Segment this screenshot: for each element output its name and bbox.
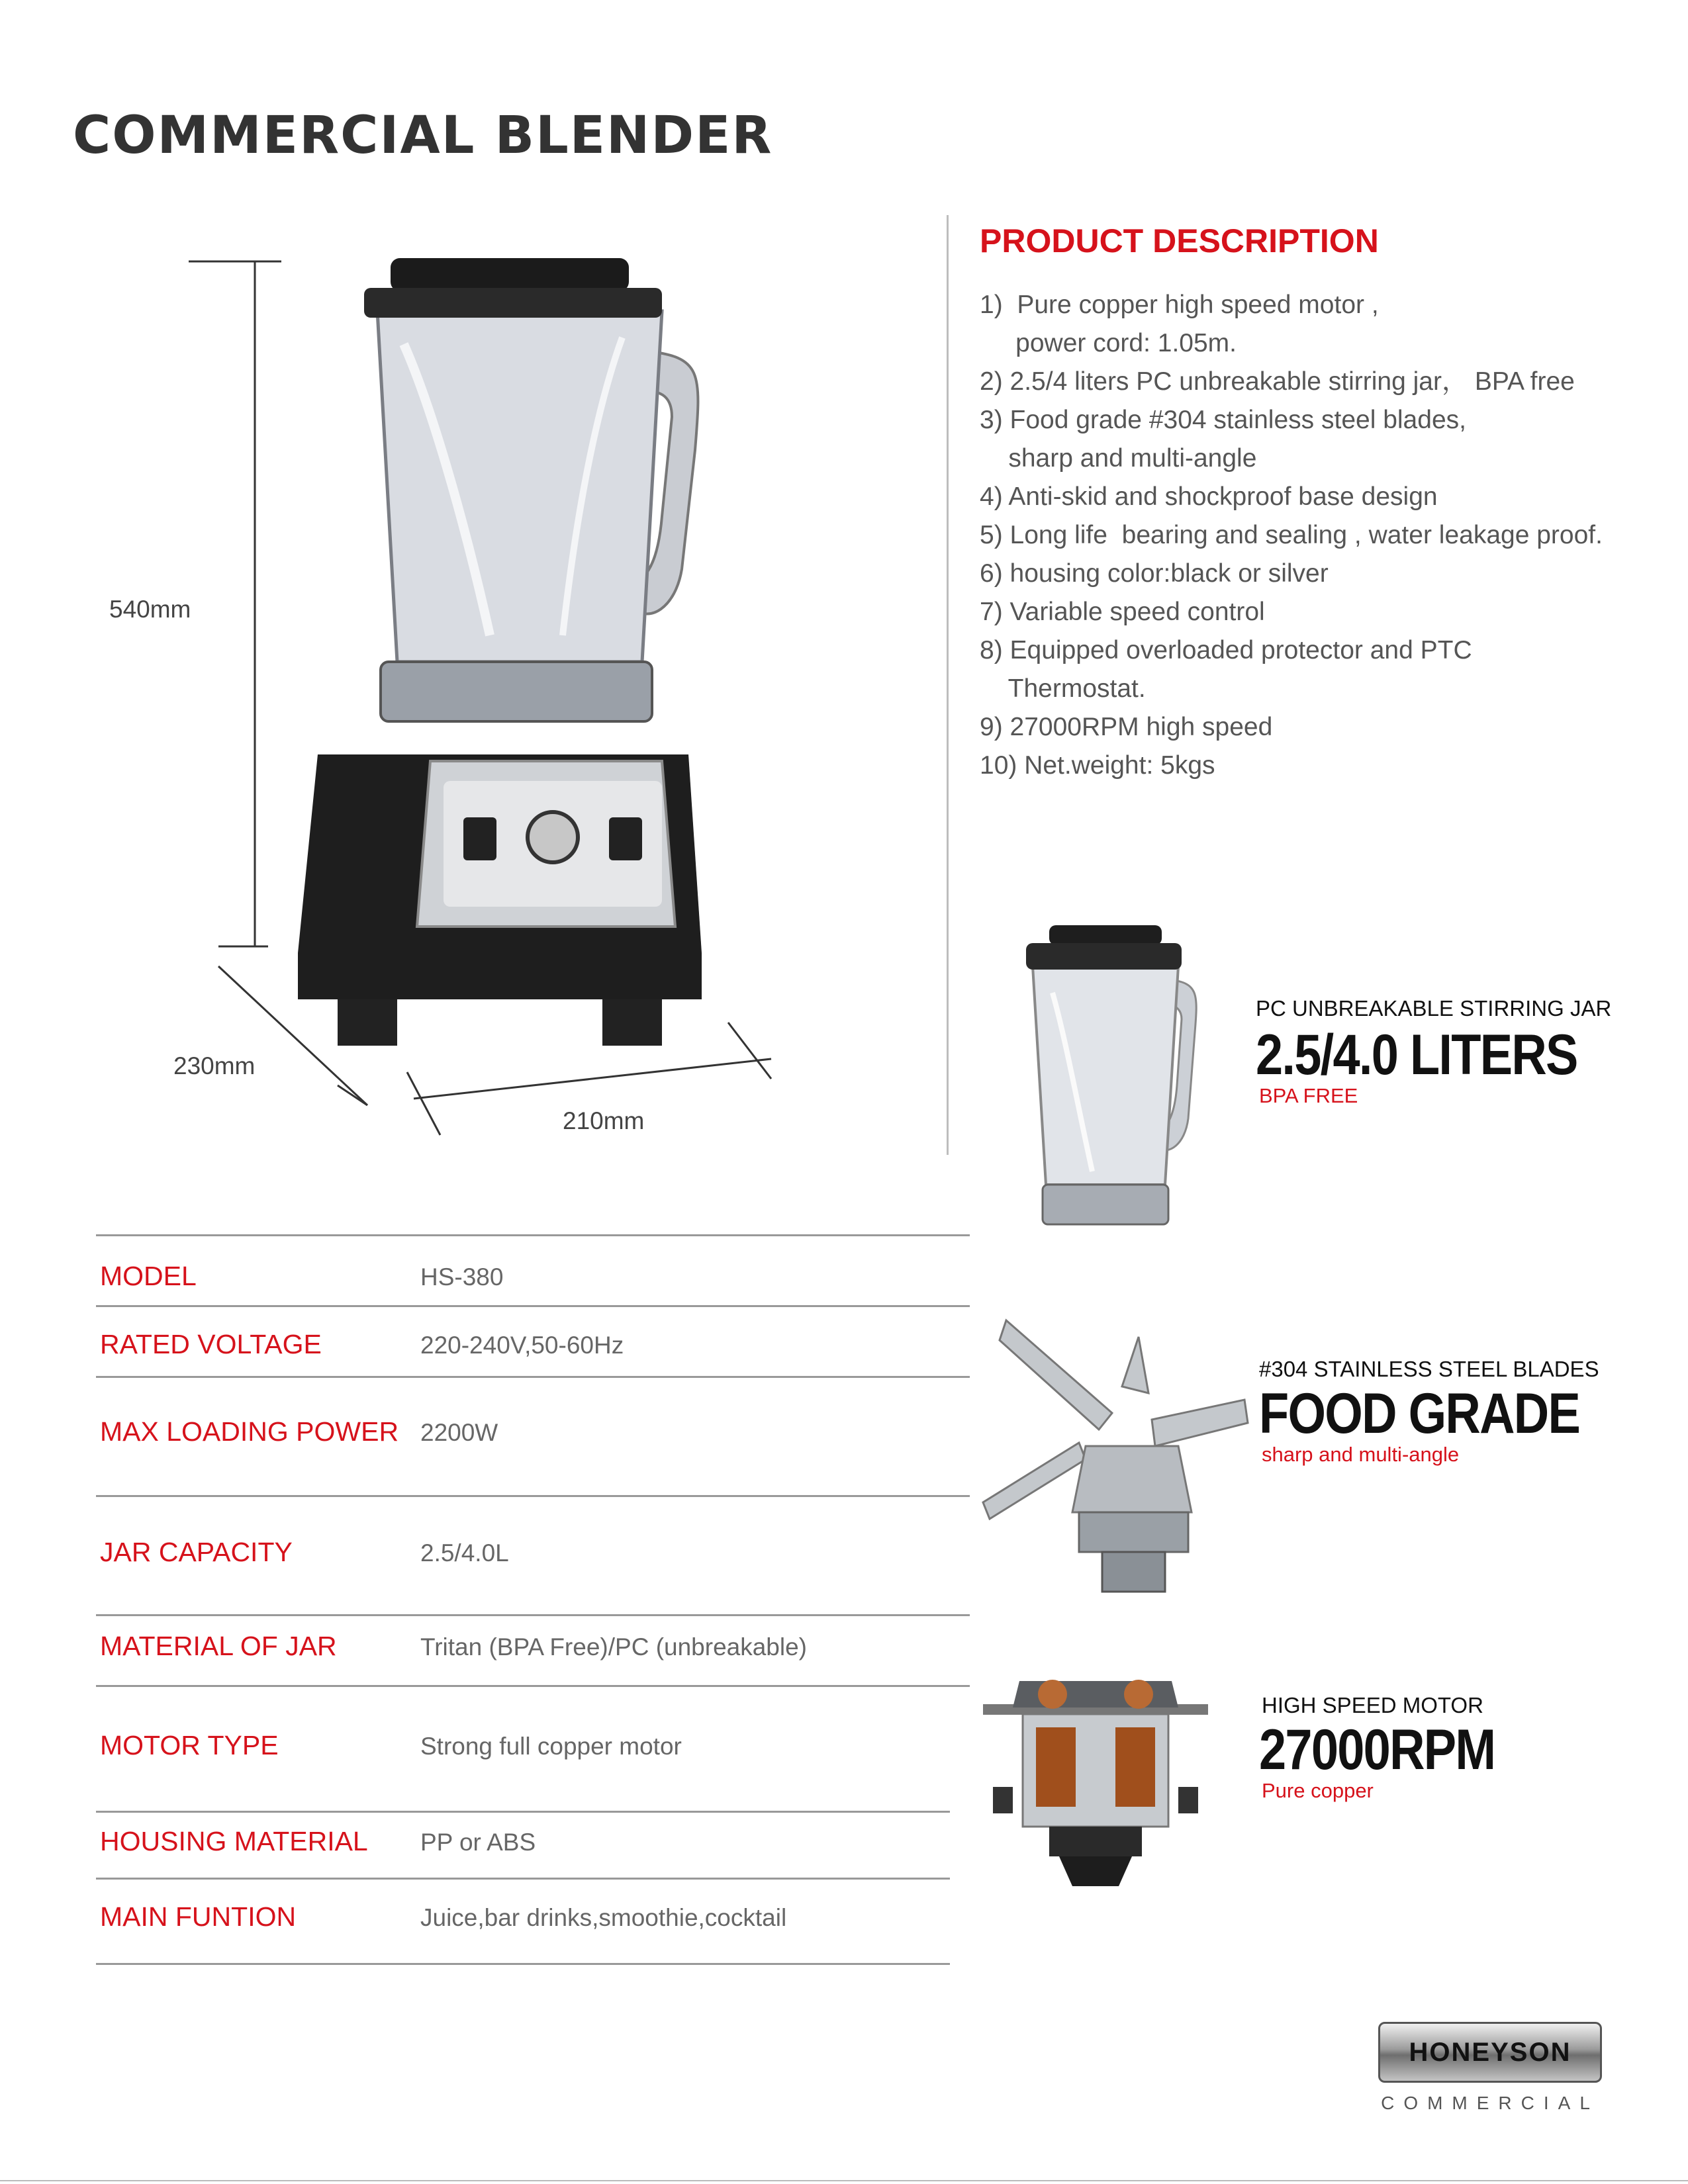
feature-jar-caption: PC UNBREAKABLE STIRRING JAR xyxy=(1256,996,1612,1021)
list-item: 10) Net.weight: 5kgs xyxy=(980,751,1215,780)
feature-blade-headline: FOOD GRADE xyxy=(1259,1382,1580,1445)
spec-label: MAIN FUNTION xyxy=(100,1901,297,1932)
list-item: Thermostat. xyxy=(980,674,1146,703)
feature-blade-subtitle: sharp and multi-angle xyxy=(1262,1443,1460,1466)
list-item: 7) Variable speed control xyxy=(980,598,1265,626)
list-item: 1) Pure copper high speed motor , xyxy=(980,291,1379,319)
spec-label: MAX LOADING POWER xyxy=(100,1416,399,1447)
spec-label: JAR CAPACITY xyxy=(100,1537,293,1567)
spec-value: 2200W xyxy=(420,1419,498,1446)
table-row xyxy=(96,1878,950,1965)
page-title: COMMERCIAL BLENDER xyxy=(73,106,773,165)
feature-motor-caption: HIGH SPEED MOTOR xyxy=(1262,1693,1483,1717)
brand-name: HONEYSON xyxy=(1409,2037,1571,2067)
list-item: 4) Anti-skid and shockproof base design xyxy=(980,482,1438,511)
spec-label: MATERIAL OF JAR xyxy=(100,1631,337,1661)
spec-value: Tritan (BPA Free)/PC (unbreakable) xyxy=(420,1633,807,1661)
table-row xyxy=(96,1811,950,1880)
brand-subtitle: COMMERCIAL xyxy=(1381,2093,1599,2113)
spec-value: 220-240V,50-60Hz xyxy=(420,1332,624,1359)
feature-jar-headline: 2.5/4.0 LITERS xyxy=(1256,1023,1577,1087)
spec-label: MODEL xyxy=(100,1261,197,1291)
spec-value: HS-380 xyxy=(420,1263,504,1291)
feature-motor-headline: 27000RPM xyxy=(1259,1718,1495,1782)
table-row xyxy=(96,1495,970,1616)
list-item: 5) Long life bearing and sealing , water leakage proof. xyxy=(980,521,1603,549)
description-list xyxy=(980,286,1655,785)
vertical-divider xyxy=(947,215,949,1155)
spec-label: HOUSING MATERIAL xyxy=(100,1826,368,1856)
feature-blade-caption: #304 STAINLESS STEEL BLADES xyxy=(1259,1357,1599,1381)
list-item: 8) Equipped overloaded protector and PTC xyxy=(980,636,1472,664)
feature-jar-subtitle: BPA FREE xyxy=(1259,1084,1358,1107)
depth-dimension: 230mm xyxy=(173,1052,256,1079)
blender-illustration xyxy=(119,238,821,1152)
spec-value: Juice,bar drinks,smoothie,cocktail xyxy=(420,1904,787,1931)
table-row xyxy=(96,1376,970,1497)
motor-image xyxy=(980,1668,1211,1893)
height-dimension: 540mm xyxy=(109,596,191,623)
width-dimension: 210mm xyxy=(563,1107,645,1134)
blade-image xyxy=(980,1314,1258,1605)
spec-value: Strong full copper motor xyxy=(420,1733,682,1760)
list-item: 9) 27000RPM high speed xyxy=(980,713,1273,741)
description-heading: PRODUCT DESCRIPTION xyxy=(980,222,1379,259)
list-item: 2) 2.5/4 liters PC unbreakable stirring jar， BPA free xyxy=(980,367,1575,396)
spec-label: MOTOR TYPE xyxy=(100,1730,279,1760)
footer-divider xyxy=(0,2180,1688,2181)
brand-logo xyxy=(1378,2022,1602,2083)
spec-label: RATED VOLTAGE xyxy=(100,1329,322,1359)
list-item: 3) Food grade #304 stainless steel blades, xyxy=(980,406,1466,434)
table-row xyxy=(96,1305,970,1378)
list-item: 6) housing color:black or silver xyxy=(980,559,1329,588)
list-item: sharp and multi-angle xyxy=(980,444,1257,473)
jar-image xyxy=(1013,920,1205,1238)
table-row xyxy=(96,1234,970,1307)
table-row xyxy=(96,1614,970,1687)
feature-motor-subtitle: Pure copper xyxy=(1262,1779,1374,1802)
list-item: power cord: 1.05m. xyxy=(980,329,1237,357)
spec-value: PP or ABS xyxy=(420,1829,536,1856)
spec-value: 2.5/4.0L xyxy=(420,1539,509,1567)
table-row xyxy=(96,1685,970,1813)
